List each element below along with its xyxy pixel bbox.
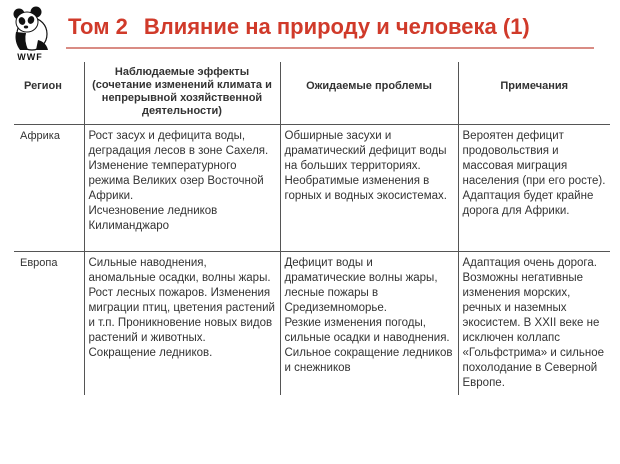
observed-cell: Рост засух и дефицита воды, деградация лесов в зоне Сахеля. Изменение температурного режима Великих озер Восточной Африки. Исчезновение ледников Килиманджаро: [84, 125, 280, 252]
notes-cell: Вероятен дефицит продовольствия и массовая миграция населения (при его росте). Адаптация будет крайне дорога для Африки.: [458, 125, 610, 252]
title-text: Влияние на природу и человека (1): [143, 14, 530, 39]
panda-icon: [8, 6, 52, 52]
volume-label: Том 2: [68, 14, 128, 39]
notes-cell: Адаптация очень дорога. Возможны негативные изменения морских, речных и наземных экосистем. В XXII веке не исключен коллапс «Гольфстрима» и сильное похолодание в Северной Европе.: [458, 252, 610, 396]
wwf-logo: [8, 6, 52, 64]
title-divider: [66, 47, 594, 49]
table-row: [14, 252, 610, 396]
header-region: Регион: [24, 80, 62, 92]
table-header-row: [14, 62, 610, 125]
header-expected-problems: Ожидаемые проблемы: [280, 62, 458, 125]
table-row: [14, 125, 610, 252]
expected-cell: Обширные засухи и драматический дефицит воды на больших территориях. Необратимые изменения в горных и водных экосистемах.: [280, 125, 458, 252]
slide-title: [68, 14, 530, 40]
header-notes: Примечания: [458, 62, 610, 125]
logo-text: WWF: [17, 52, 43, 62]
region-cell: Европа: [20, 257, 58, 269]
expected-cell: Дефицит воды и драматические волны жары, лесные пожары в Средиземноморье. Резкие изменения погоды, сильные осадки и наводнения. Сильное сокращение ледников и снежников: [280, 252, 458, 396]
header-observed-text: Наблюдаемые эффекты (сочетание изменений климата и непрерывной хозяйственной деятельности): [92, 66, 272, 117]
observed-cell: Сильные наводнения, аномальные осадки, волны жары. Рост лесных пожаров. Изменения миграции птиц, цветения растений и т.п. Проникновение новых видов растений и животных. Сокращение ледников.: [84, 252, 280, 396]
header-observed-effects: [84, 62, 280, 125]
region-cell: Африка: [20, 130, 60, 142]
effects-table: [14, 62, 610, 395]
